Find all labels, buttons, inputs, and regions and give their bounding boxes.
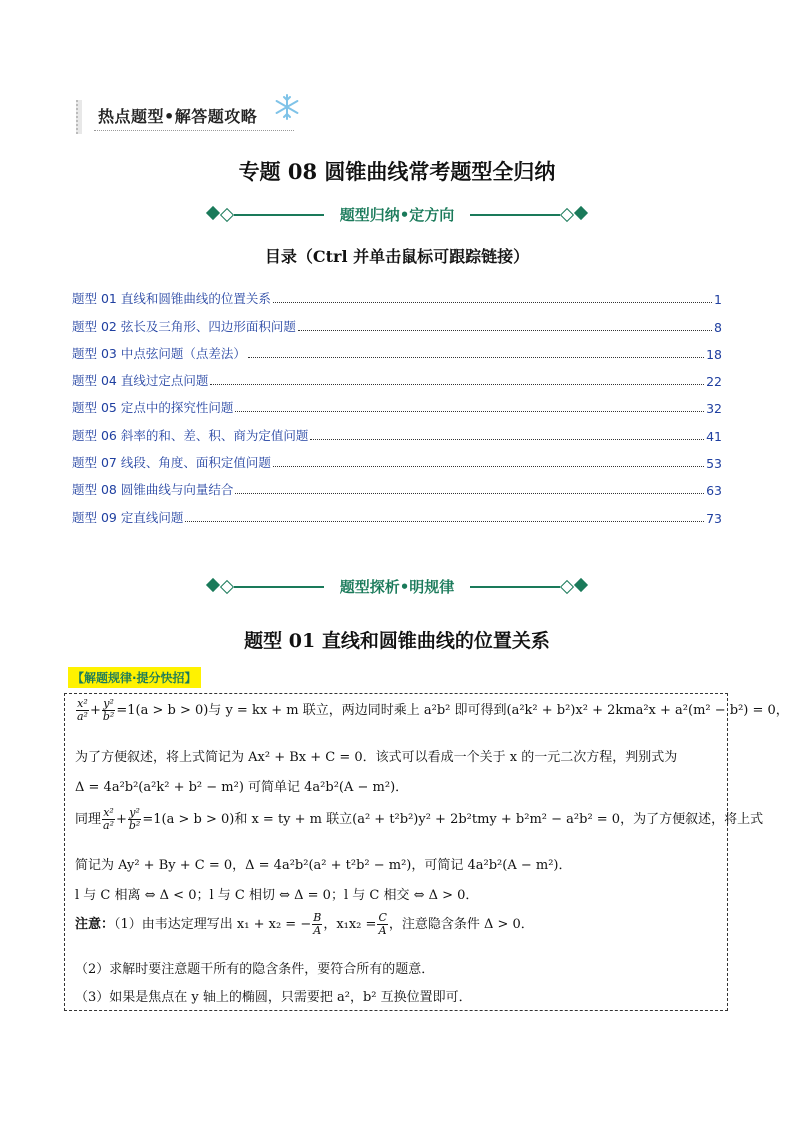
document-title: 专题 08 圆锥曲线常考题型全归纳 — [238, 159, 556, 184]
header-ribbon — [76, 100, 82, 134]
toc-item[interactable]: 题型 02 弦长及三角形、四边形面积问题 8 — [72, 318, 722, 335]
header-underline — [94, 130, 294, 131]
toc-title: 目录（Ctrl 并单击鼠标可跟踪链接） — [264, 247, 530, 266]
text-line: 为了方便叙述，将上式简记为 Ax² + Bx + C = 0．该式可以看成一个关于 x 的一元二次方程，判别式为 — [75, 750, 678, 765]
banner-line-right — [470, 214, 560, 216]
text-line: l 与 C 相离 ⇔ Δ < 0；l 与 C 相切 ⇔ Δ = 0；l 与 C 相交 ⇔ Δ > 0． — [75, 888, 479, 903]
toc-item[interactable]: 题型 05 定点中的探究性问题 32 — [72, 400, 722, 417]
text-line: 简记为 Ay² + By + C = 0，Δ = 4a²b²(a² + t²b² − m²)，可简记 4a²b²(A − m²)． — [75, 858, 572, 873]
tips-box — [64, 693, 789, 1011]
banner-label: 题型归纳•定方向 — [339, 206, 455, 224]
header-tag — [76, 96, 306, 136]
note-line: （2）求解时要注意题干所有的隐含条件，要符合所有的题意． — [75, 962, 435, 977]
toc-item[interactable]: 题型 08 圆锥曲线与向量结合 63 — [72, 482, 722, 499]
header-tag-text: 热点题型•解答题攻略 — [98, 107, 258, 126]
toc-item[interactable]: 题型 07 线段、角度、面积定值问题 53 — [72, 455, 722, 472]
formula-line: 同理 $\frac{\text{x²}}{\text{a²}}$ + $\frac{\text{y²}}{\text{b²}}$ =1(a > b > 0)和 x = ty + m 联立(a² + t²b²)y² + 2b²tmy + b²m² − a²b² = 0，为了方便叙述，将上式 — [75, 806, 764, 833]
banner-categories — [206, 203, 588, 227]
toc-item[interactable]: 题型 09 定直线问题 73 — [72, 509, 722, 526]
toc-item[interactable]: 题型 01 直线和圆锥曲线的位置关系 1 — [72, 291, 722, 308]
toc-item[interactable]: 题型 06 斜率的和、差、积、商为定值问题 41 — [72, 427, 722, 444]
table-of-contents — [72, 280, 722, 526]
toc-item[interactable]: 题型 03 中点弦问题（点差法） 18 — [72, 345, 722, 362]
banner-label: 题型探析•明规律 — [339, 578, 455, 596]
snowflake-icon — [272, 92, 302, 122]
banner-line-right — [470, 586, 560, 588]
note-line: 注意：（1）由韦达定理写出 x₁ + x₂ = − $\frac{B}{A}$ ，x₁x₂ = $\frac{C}{A}$ ，注意隐含条件 Δ > 0． — [75, 911, 534, 938]
text-line: Δ = 4a²b²(a²k² + b² − m²) 可简单记 4a²b²(A − m²)． — [75, 780, 409, 795]
toc-item[interactable]: 题型 04 直线过定点问题 22 — [72, 373, 722, 390]
section-heading: 题型 01 直线和圆锥曲线的位置关系 — [244, 630, 550, 652]
formula-line: $\frac{\text{x²}}{\text{a²}}$ + $\frac{\text{y²}}{\text{b²}}$ =1(a > b > 0)与 y = kx + m 联立，两边同时乘上 a²b² 即可得到(a²k² + b²)x² + 2kma²x + a²(m² − b²) = 0， — [77, 697, 789, 724]
banner-analysis — [206, 575, 588, 599]
tips-tag: 【解题规律·提分快招】 — [68, 667, 201, 688]
note-line: （3）如果是焦点在 y 轴上的椭圆，只需要把 a²，b² 互换位置即可． — [75, 990, 472, 1005]
